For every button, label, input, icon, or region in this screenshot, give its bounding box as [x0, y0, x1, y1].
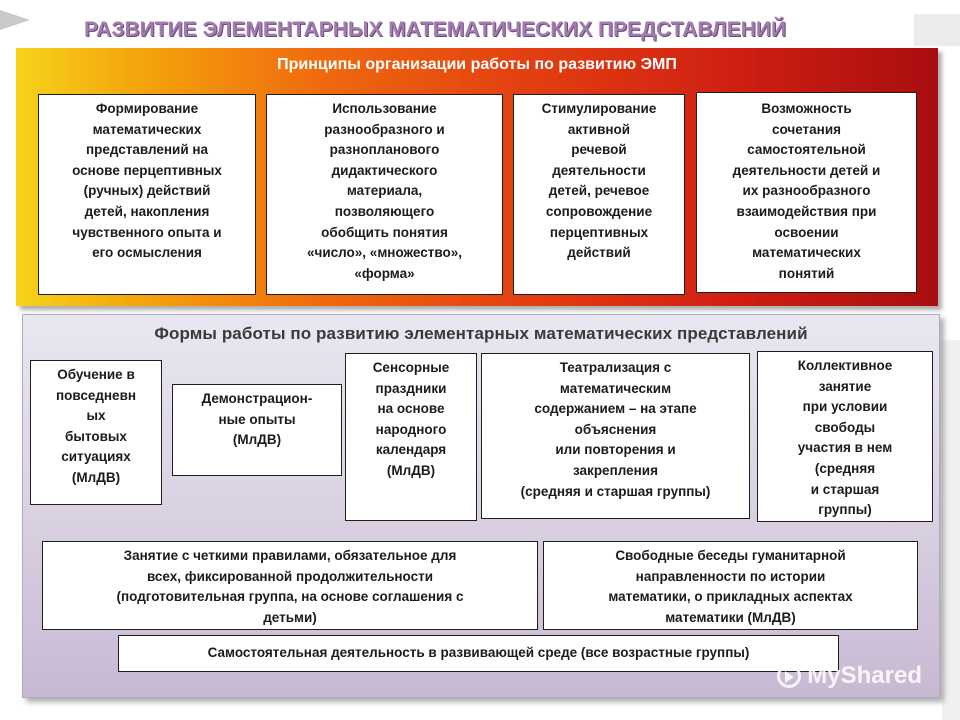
form-strict-rules-lesson: [42, 541, 538, 630]
watermark-text: MyShared: [807, 662, 922, 689]
principles-heading: Принципы организации работы по развитию ЭМП: [277, 56, 677, 73]
form-text: Самостоятельная деятельность в развивающей среде (все возрастные группы): [207, 645, 750, 660]
decorative-corner: [914, 14, 960, 46]
principle-speech-activity: [513, 94, 685, 295]
form-independent-activity: [118, 635, 839, 672]
principle-perceptive-actions: [38, 94, 256, 295]
form-everyday-situations: [30, 360, 162, 505]
watermark: [777, 662, 922, 690]
principle-text: Использование разнообразного и разнопланового дидактического материала, позволяющего обобщить понятия «число», «множество», «форма»: [307, 101, 462, 281]
form-text: Демонстрацион- ные опыты (МлДВ): [201, 391, 313, 448]
principle-didactic-material: [266, 94, 503, 295]
form-collective-lesson: [757, 351, 933, 522]
form-text: Обучение в повседневн ых бытовых ситуациях (МлДВ): [55, 367, 137, 485]
principle-text: Стимулирование активной речевой деятельности детей, речевое сопровождение перцептивных действий: [541, 101, 657, 261]
principle-text: Возможность сочетания самостоятельной деятельности детей и их разнообразного взаимодействия при освоении математических понятий: [732, 101, 881, 281]
form-demonstration-experiments: [172, 384, 342, 476]
form-text: Театрализация с математическим содержанием – на этапе объяснения или повторения и закрепления (средняя и старшая группы): [520, 360, 711, 499]
form-theatrical: [481, 353, 750, 519]
form-text: Коллективное занятие при условии свободы участия в нем (средняя и старшая группы): [797, 358, 893, 518]
play-icon: [777, 664, 801, 688]
forms-heading: Формы работы по развитию элементарных математических представлений: [154, 324, 808, 343]
form-free-conversations: [543, 541, 918, 630]
form-text: Занятие с четкими правилами, обязательное для всех, фиксированной продолжительности (подготовительная группа, на основе соглашения с детьми): [116, 548, 464, 625]
principle-independent-activity: [696, 92, 917, 293]
form-text: Сенсорные праздники на основе народного календаря (МлДВ): [372, 360, 450, 478]
slide-title: РАЗВИТИЕ ЭЛЕМЕНТАРНЫХ МАТЕМАТИЧЕСКИХ ПРЕДСТАВЛЕНИЙ: [84, 18, 787, 41]
form-text: Свободные беседы гуманитарной направленности по истории математики, о прикладных аспектах математики (МлДВ): [608, 548, 853, 625]
decorative-arrow: [0, 0, 30, 40]
decorative-strip: [942, 340, 960, 720]
form-sensory-holidays: [345, 353, 477, 521]
principle-text: Формирование математических представлений на основe перцептивных (ручных) действий детей, накопления чувственного опыта и его осмысления: [72, 101, 222, 261]
